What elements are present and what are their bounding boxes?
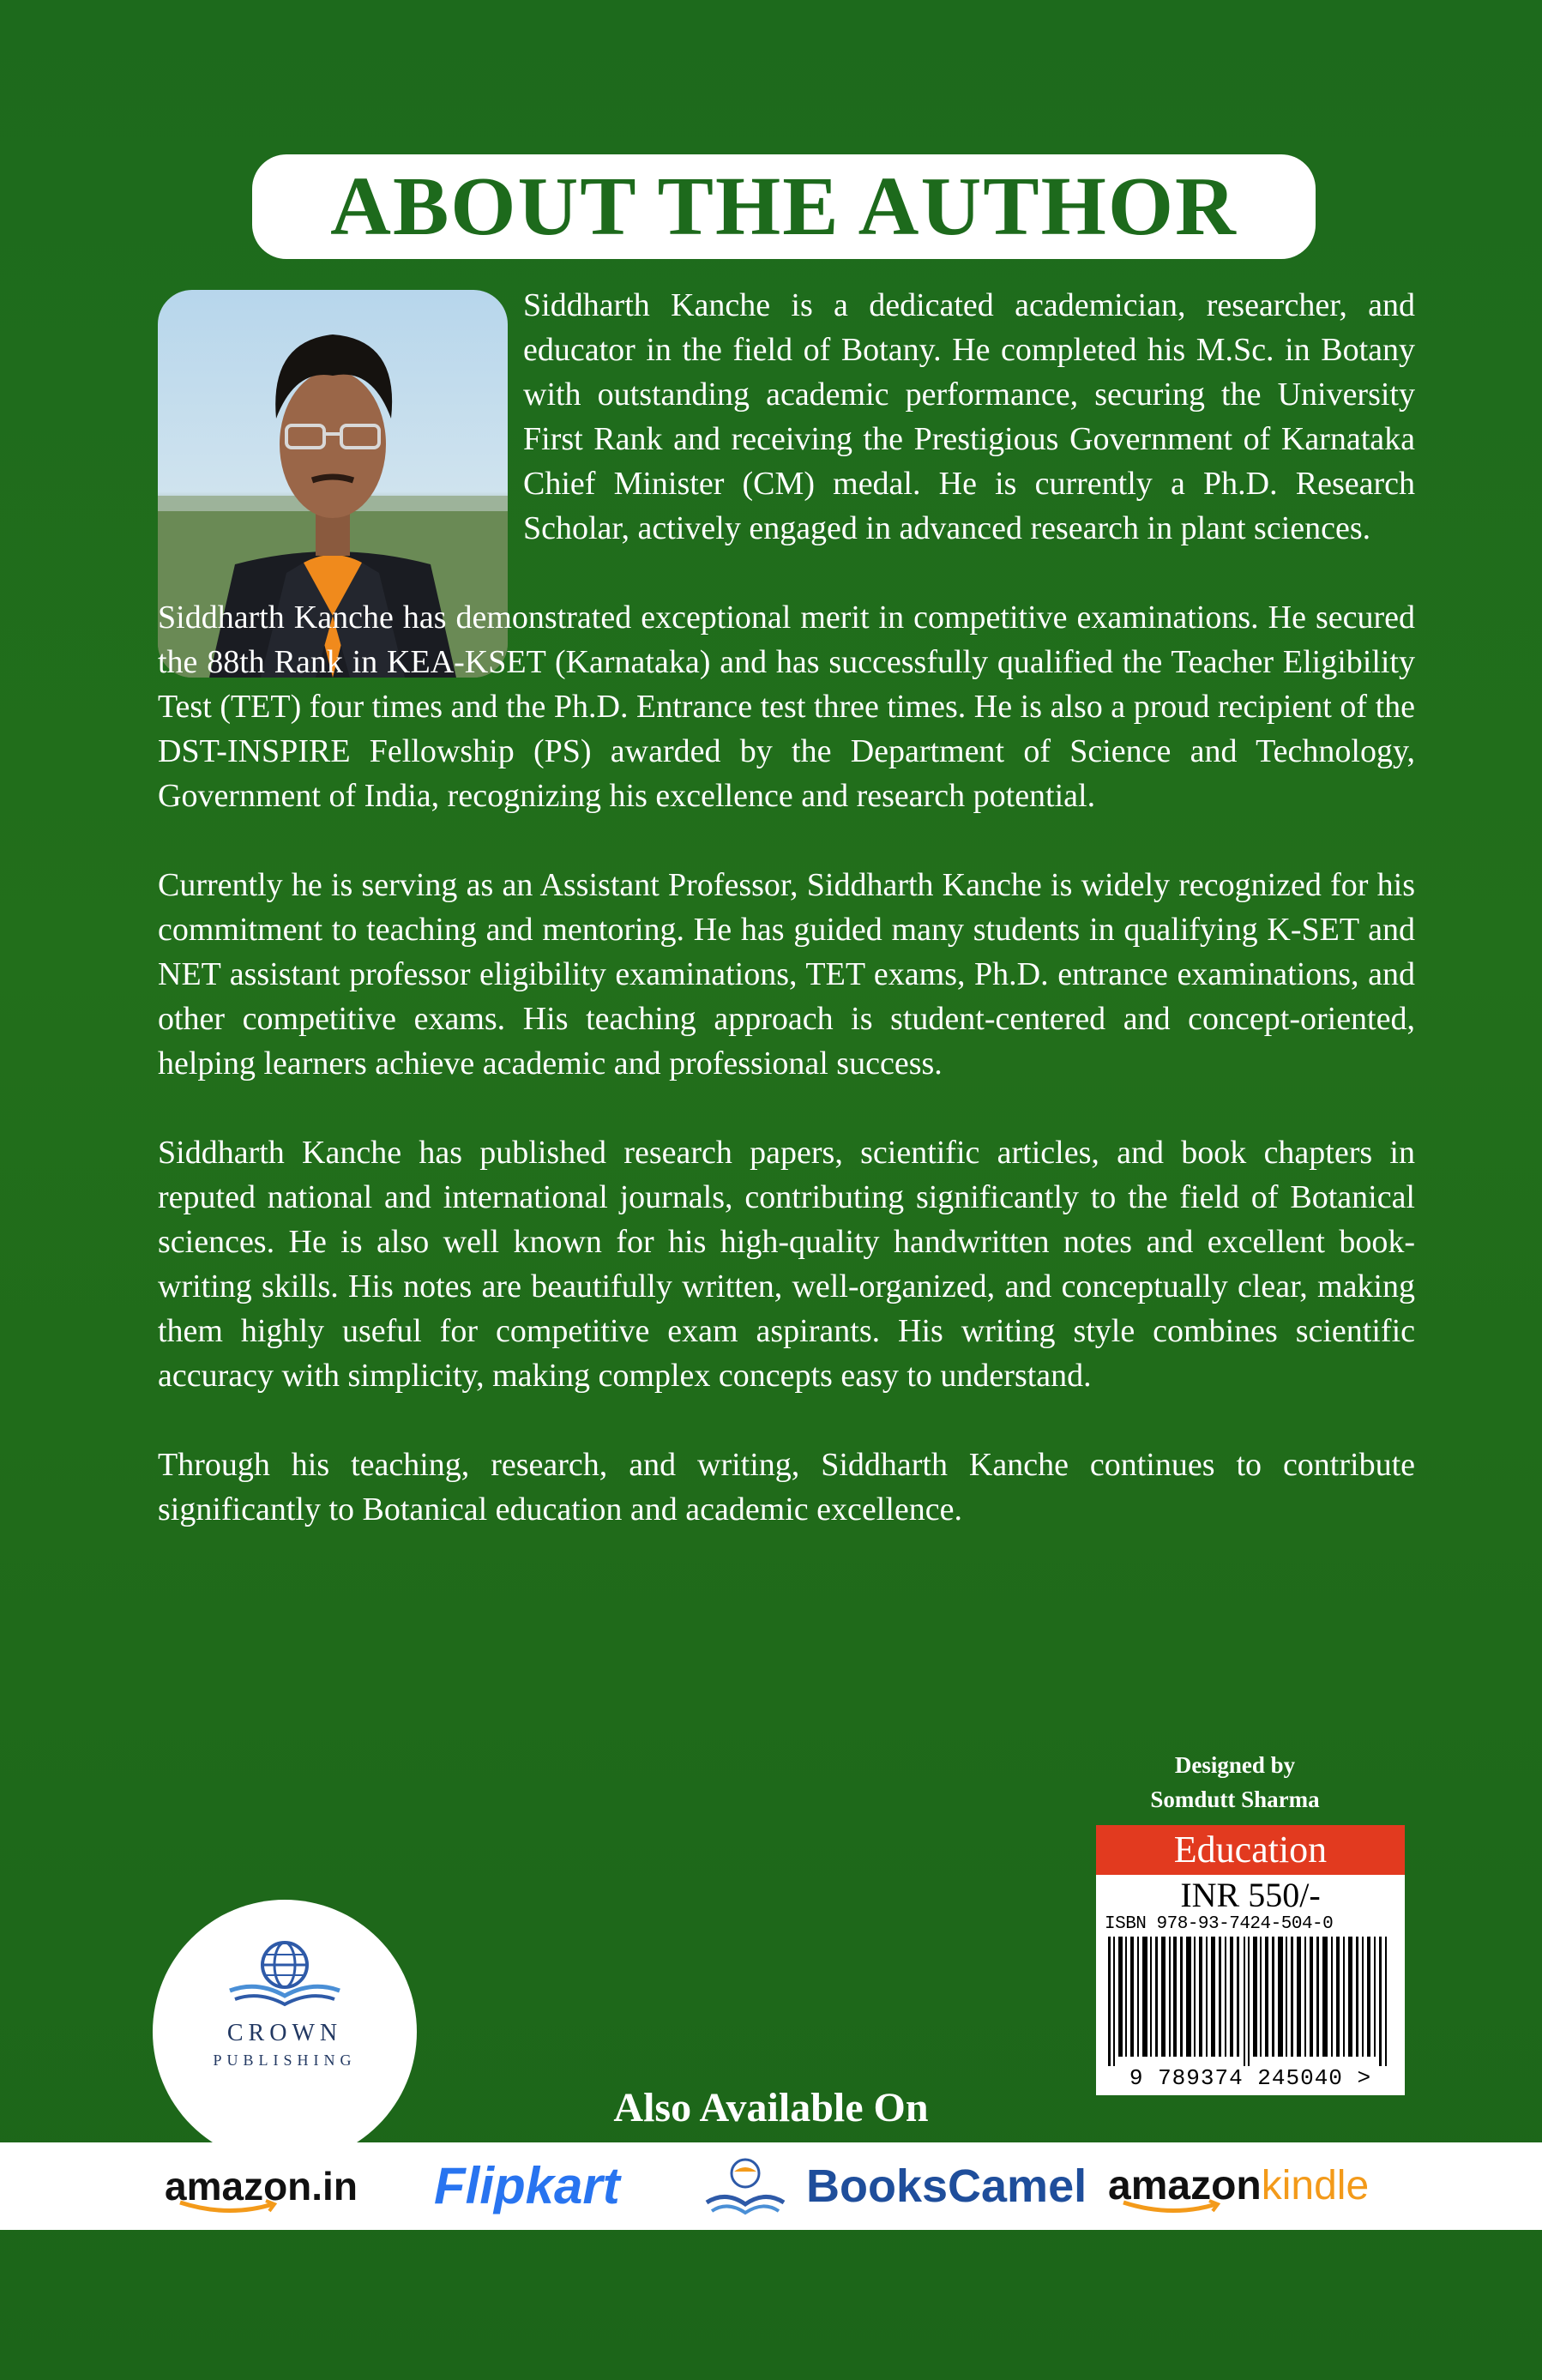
bio-paragraph: Currently he is serving as an Assistant Professor, Siddharth Kanche is widely recognized for his commitment to teaching and mentoring. He has guided many students in qualifying K-SET and NET assistant professor eligibility examinations, TET exams, Ph.D. entrance examinations, and other competitive exams. His teaching approach is student-centered and concept-oriented, helping learners achieve academic and professional success.: [158, 867, 1415, 1082]
isbn-label: ISBN 978-93-7424-504-0: [1105, 1914, 1334, 1934]
bio-paragraph: Through his teaching, research, and writing, Siddharth Kanche continues to contribute significantly to Botanical education and academic excellence.: [158, 1447, 1415, 1527]
barcode-digits: 9 789374 245040 >: [1096, 2066, 1405, 2090]
bookscamel-logo[interactable]: [806, 2142, 1087, 2230]
title-banner: [252, 154, 1316, 259]
store-logos-strip: [0, 2142, 1542, 2230]
price-barcode-box: [1096, 1825, 1405, 2095]
kindle-smile-icon: [1120, 2199, 1223, 2216]
bookscamel-icon: [698, 2153, 792, 2221]
page-title: ABOUT THE AUTHOR: [330, 160, 1238, 253]
bio-paragraph: Siddharth Kanche has published research papers, scientific articles, and book chapters in reputed national and international journals, contributing significantly to the field of Botanical sciences. He is also well known for his high-quality handwritten notes and excellent book-writing skills. His notes are beautifully written, well-organized, and conceptually clear, making them highly useful for competitive exam aspirants. His writing style combines scientific accuracy with simplicity, making complex concepts easy to understand.: [158, 1135, 1415, 1394]
barcode-icon: [1096, 1937, 1405, 2074]
publisher-name: CROWN: [226, 2020, 343, 2046]
bio-paragraph: Siddharth Kanche has demonstrated exceptional merit in competitive examinations. He secured the 88th Rank in KEA-KSET (Karnataka) and has successfully qualified the Teacher Eligibility Test (TET) four times and the Ph.D. Entrance test three times. He is also a proud recipient of the DST-INSPIRE Fellowship (PS) awarded by the Department of Science and Technology, Government of India, recognizing his excellence and research potential.: [158, 600, 1415, 814]
amazon-in-label: amazon.in: [165, 2164, 358, 2208]
amazon-kindle-logo[interactable]: [1108, 2142, 1369, 2230]
author-bio: [158, 283, 1415, 1576]
amazon-in-logo[interactable]: [165, 2142, 358, 2230]
amazon-smile-icon: [177, 2199, 280, 2216]
bookscamel-label: BooksCamel: [806, 2160, 1087, 2212]
price-label: INR 550/-: [1180, 1876, 1321, 1914]
flipkart-logo[interactable]: [434, 2142, 620, 2230]
flipkart-label: Flipkart: [434, 2157, 620, 2214]
globe-book-icon: [153, 1900, 417, 2020]
kindle-label: kindle: [1261, 2163, 1370, 2208]
designer-credit: [1106, 1748, 1364, 1817]
kindle-amazon-label: amazon: [1108, 2163, 1262, 2208]
category-label: Education: [1096, 1825, 1405, 1875]
designer-credit-label: Designed by: [1174, 1752, 1296, 1778]
designer-name: Somdutt Sharma: [1150, 1787, 1320, 1812]
publisher-subtitle: PUBLISHING: [213, 2052, 357, 2069]
availability-heading: Also Available On: [613, 2085, 929, 2130]
bio-paragraph: Siddharth Kanche is a dedicated academician, researcher, and educator in the field of Botany. He completed his M.Sc. in Botany with outstanding academic performance, securing the University First Rank and receiving the Prestigious Government of Karnataka Chief Minister (CM) medal. He is currently a Ph.D. Research Scholar, actively engaged in advanced research in plant sciences.: [523, 287, 1415, 546]
